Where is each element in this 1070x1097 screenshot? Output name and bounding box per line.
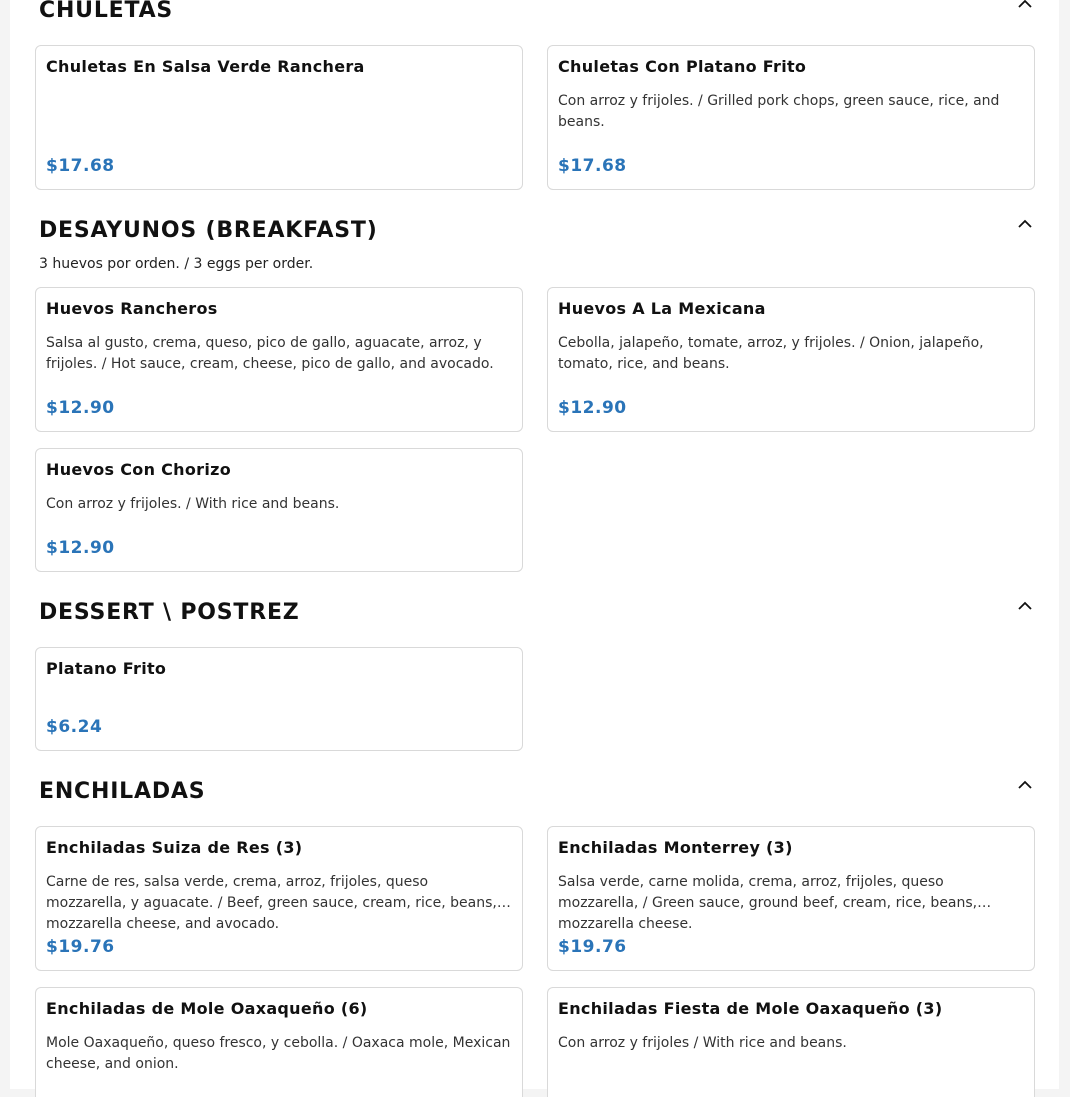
section-description: 3 huevos por orden. / 3 eggs per order. [39,256,314,272]
item-name: Platano Frito [46,659,167,678]
menu-item-card[interactable] [35,287,523,432]
item-name: Chuletas En Salsa Verde Ranchera [46,57,365,76]
item-price: $19.76 [558,937,627,957]
item-description: Carne de res, salsa verde, crema, arroz, frijoles, queso mozzarella, y aguacate. / Beef, green sauce, cream, rice, beans, mozzarella cheese, and avocado. [46,874,497,932]
item-description: Salsa al gusto, crema, queso, pico de gallo, aguacate, arroz, y frijoles. / Hot sauce, cream, cheese, pico de gallo, and avocado. [46,335,494,372]
item-price: $6.24 [46,717,103,737]
item-description: Con arroz y frijoles. / Grilled pork chops, green sauce, rice, and beans. [558,93,1000,130]
menu-item-card[interactable] [547,987,1035,1097]
menu-item-card[interactable] [547,287,1035,432]
section-title: DESAYUNOS (BREAKFAST) [39,218,378,243]
section-title: DESSERT \ POSTREZ [39,600,300,625]
item-price: $12.90 [46,398,115,418]
chevron-up-icon[interactable] [1015,596,1035,616]
item-name: Huevos Rancheros [46,299,218,318]
section-title: ENCHILADAS [39,779,206,804]
menu-item-card[interactable] [35,987,523,1097]
item-description: Con arroz y frijoles / With rice and beans. [558,1035,847,1051]
menu-item-card[interactable] [35,448,523,572]
chevron-up-icon[interactable] [1015,775,1035,795]
item-name: Chuletas Con Platano Frito [558,57,807,76]
item-price: $17.68 [558,156,627,176]
item-price: $12.90 [46,538,115,558]
item-name: Enchiladas Suiza de Res (3) [46,838,303,857]
menu-item-card[interactable] [35,647,523,751]
menu-item-card[interactable] [35,826,523,971]
item-name: Huevos Con Chorizo [46,460,232,479]
menu-page [10,0,1059,1089]
item-name: Huevos A La Mexicana [558,299,766,318]
menu-item-card[interactable] [547,45,1035,190]
item-description: Mole Oaxaqueño, queso fresco, y cebolla. / Oaxaca mole, Mexican cheese, and onion. [46,1035,511,1072]
chevron-up-icon[interactable] [1015,214,1035,234]
item-name: Enchiladas de Mole Oaxaqueño (6) [46,999,368,1018]
item-description: Cebolla, jalapeño, tomate, arroz, y frijoles. / Onion, jalapeño, tomato, rice, and beans. [558,335,984,372]
chevron-up-icon[interactable] [1015,0,1035,14]
item-name: Enchiladas Fiesta de Mole Oaxaqueño (3) [558,999,943,1018]
item-price: $17.68 [46,156,115,176]
section-title: CHULETAS [39,0,174,23]
item-name: Enchiladas Monterrey (3) [558,838,793,857]
item-price: $19.76 [46,937,115,957]
menu-item-card[interactable] [35,45,523,190]
item-description: Con arroz y frijoles. / With rice and beans. [46,496,340,512]
menu-item-card[interactable] [547,826,1035,971]
item-description: Salsa verde, carne molida, crema, arroz, frijoles, queso mozzarella, / Green sauce, ground beef, cream, rice, beans, mozzarella cheese. [558,874,978,932]
item-price: $12.90 [558,398,627,418]
